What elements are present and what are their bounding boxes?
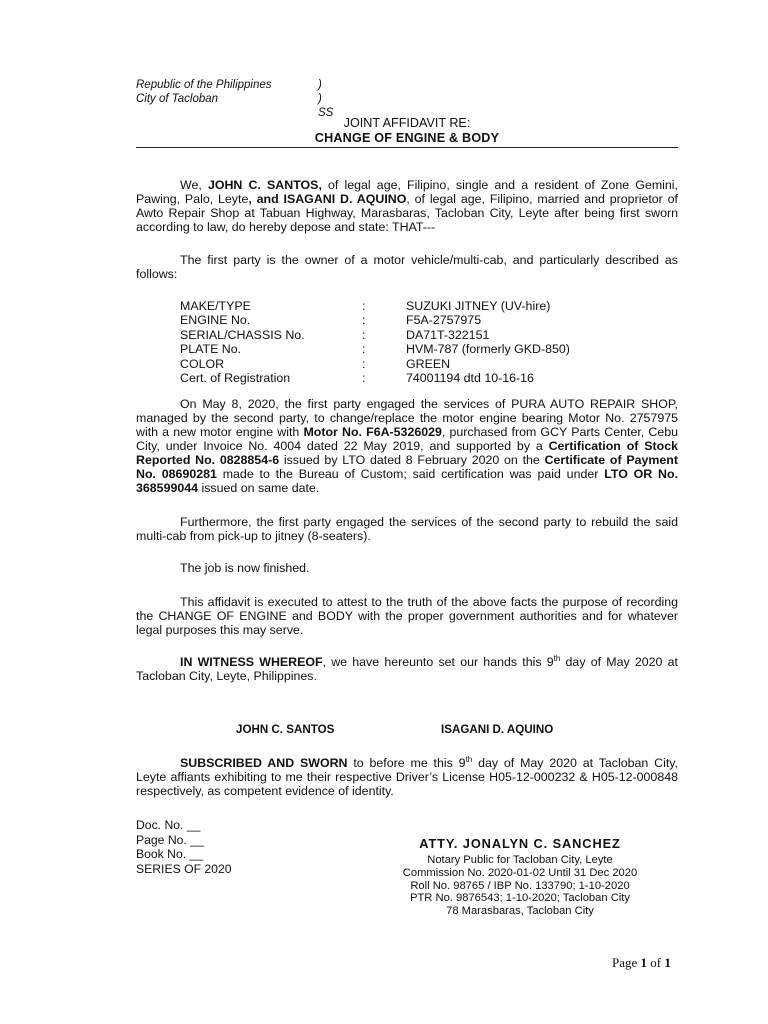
witness-text-2: day of May 2020 at Tacloban City, Leyte, Philippines. <box>136 655 678 683</box>
witness-text-1: , we have hereunto set our hands this 9 <box>322 655 554 669</box>
venue-paren-1: ) <box>318 79 322 91</box>
paragraph-purpose <box>136 595 678 637</box>
jurat-heading: SUBSCRIBED AND SWORN <box>180 756 348 770</box>
intro-text-2: of legal age, Filipino, single and a resident of Zone Gemini, Pawing, Palo, Leyte <box>136 178 678 206</box>
intro-second-party: , and ISAGANI D. AQUINO <box>248 192 407 206</box>
paragraph-job-finished <box>136 561 678 575</box>
spec-sep: : <box>362 371 366 386</box>
purpose-text: This affidavit is executed to attest to the truth of the above facts the purpose of recording the CHANGE OF ENGINE and BODY with the proper government authorities and for whatever legal purposes this may serve. <box>136 595 678 637</box>
engine-text-4: made to the Bureau of Custom; said certification was paid under <box>216 467 605 481</box>
spec-value: HVM-787 (formerly GKD-850) <box>406 342 570 357</box>
spec-label: Cert. of Registration <box>180 371 291 386</box>
notary-line: Notary Public for Tacloban City, Leyte <box>427 854 613 866</box>
vehicle-owner-text: The first party is the owner of a motor vehicle/multi-cab, and particularly described as follows: <box>136 253 678 281</box>
venue-row-2 <box>136 92 334 119</box>
page-word: Page <box>612 955 638 970</box>
spec-label: PLATE No. <box>180 342 242 357</box>
spec-sep: : <box>362 313 366 328</box>
lto-or-number: LTO OR No. 368599044 <box>136 467 679 495</box>
vehicle-specs-table <box>180 299 570 385</box>
document-title-line-2: CHANGE OF ENGINE & BODY <box>314 131 500 145</box>
intro-text-3: , of legal age, Filipino, married and proprietor of Awto Repair Shop at Tabuan Highway, Marasbaras, Tacloban City, Leyte after being first sworn according to law, do hereby depose and state: THAT--- <box>136 192 678 234</box>
paragraph-engine-change <box>136 397 678 495</box>
spec-sep: : <box>362 327 366 342</box>
engine-text-2: , purchased from GCY Parts Center, Cebu City, under Invoice No. 4004 dated 22 May 2019, and supported by a <box>136 425 678 453</box>
venue-block <box>136 78 334 119</box>
paragraph-vehicle-owner <box>136 253 678 281</box>
doc-number-block <box>136 818 232 876</box>
spec-value: DA71T-322151 <box>406 327 490 342</box>
venue-line-1: Republic of the Philippines <box>136 79 272 91</box>
witness-day-suffix: th <box>553 653 561 663</box>
notary-line: Roll No. 98765 / IBP No. 133790; 1-10-2020 <box>410 879 630 892</box>
intro-text-1: We, <box>180 178 208 192</box>
page-number-entry: Page No. __ <box>136 832 204 847</box>
title-divider <box>136 147 678 148</box>
jurat-text-2: day of May 2020 at Tacloban City, Leyte affiants exhibiting to me their respective Driver’s License H05-12-000232 & H05-12-000848 respectively, as competent evidence of identity. <box>136 756 679 798</box>
spec-row <box>180 357 570 371</box>
paragraph-witness <box>136 655 678 683</box>
book-number: Book No. __ <box>136 847 204 861</box>
jurat-text-1: to before me this 9 <box>347 756 466 770</box>
spec-value: GREEN <box>406 356 451 371</box>
spec-label: SERIAL/CHASSIS No. <box>180 327 305 342</box>
spec-row <box>180 299 570 313</box>
witness-heading: IN WITNESS WHEREOF <box>180 655 323 669</box>
venue-row-1 <box>136 78 322 92</box>
paragraph-rebuild <box>136 515 678 543</box>
job-finished-text: The job is now finished. <box>180 561 310 575</box>
spec-label: MAKE/TYPE <box>180 299 251 313</box>
series-year: SERIES OF 2020 <box>136 861 232 876</box>
venue-paren-2: ) SS <box>318 93 334 119</box>
engine-text-1: On May 8, 2020, the first party engaged the services of PURA AUTO REPAIR SHOP, managed by the second party, to change/replace the motor engine bearing Motor No. 2757975 with a new motor engine with <box>136 397 678 439</box>
spec-row <box>180 313 570 327</box>
spec-label: ENGINE No. <box>180 313 251 328</box>
spec-sep: : <box>362 342 366 357</box>
spec-sep: : <box>362 356 366 371</box>
rebuild-text: Furthermore, the first party engaged the services of the second party to rebuild the said multi-cab from pick-up to jitney (8-seaters). <box>136 515 678 543</box>
venue-line-2: City of Tacloban <box>136 93 219 105</box>
page-indicator <box>612 955 671 971</box>
spec-value: SUZUKI JITNEY (UV-hire) <box>406 299 551 313</box>
doc-number: Doc. No. __ <box>136 818 201 832</box>
spec-row <box>180 371 570 385</box>
paragraph-jurat <box>136 756 678 798</box>
engine-text-3: issued by LTO dated 8 February 2020 on the <box>279 453 545 467</box>
signatory-second: ISAGANI D. AQUINO <box>441 723 554 736</box>
notary-line: Commission No. 2020-01-02 Until 31 Dec 2020 <box>402 866 638 879</box>
signatory-first: JOHN C. SANTOS <box>236 723 335 736</box>
jurat-day-suffix: th <box>465 754 473 764</box>
paragraph-intro <box>136 178 678 234</box>
stock-cert-number: Certification of Stock Reported No. 0828854-6 <box>136 439 679 467</box>
notary-block <box>350 836 690 918</box>
payment-cert-number: Certificate of Payment No. 08690281 <box>136 453 678 481</box>
spec-row <box>180 342 570 356</box>
page-of: of <box>650 955 662 970</box>
page-total: 1 <box>664 955 671 970</box>
new-motor-number: Motor No. F6A-5326029 <box>303 425 442 439</box>
engine-text-5: issued on same date. <box>198 481 320 495</box>
spec-value: F5A-2757975 <box>406 313 482 328</box>
spec-sep: : <box>362 299 366 313</box>
notary-line: PTR No. 9876543; 1-10-2020; Tacloban City <box>410 892 630 905</box>
page-current: 1 <box>640 955 648 970</box>
spec-row <box>180 328 570 342</box>
notary-line: 78 Marasbaras, Tacloban City <box>446 905 594 918</box>
spec-label: COLOR <box>180 356 225 371</box>
spec-value: 74001194 dtd 10-16-16 <box>406 371 534 386</box>
notary-name: ATTY. JONALYN C. SANCHEZ <box>419 836 621 851</box>
document-title-line-1: JOINT AFFIDAVIT RE: <box>343 116 471 130</box>
intro-first-party: JOHN C. SANTOS, <box>207 178 322 192</box>
